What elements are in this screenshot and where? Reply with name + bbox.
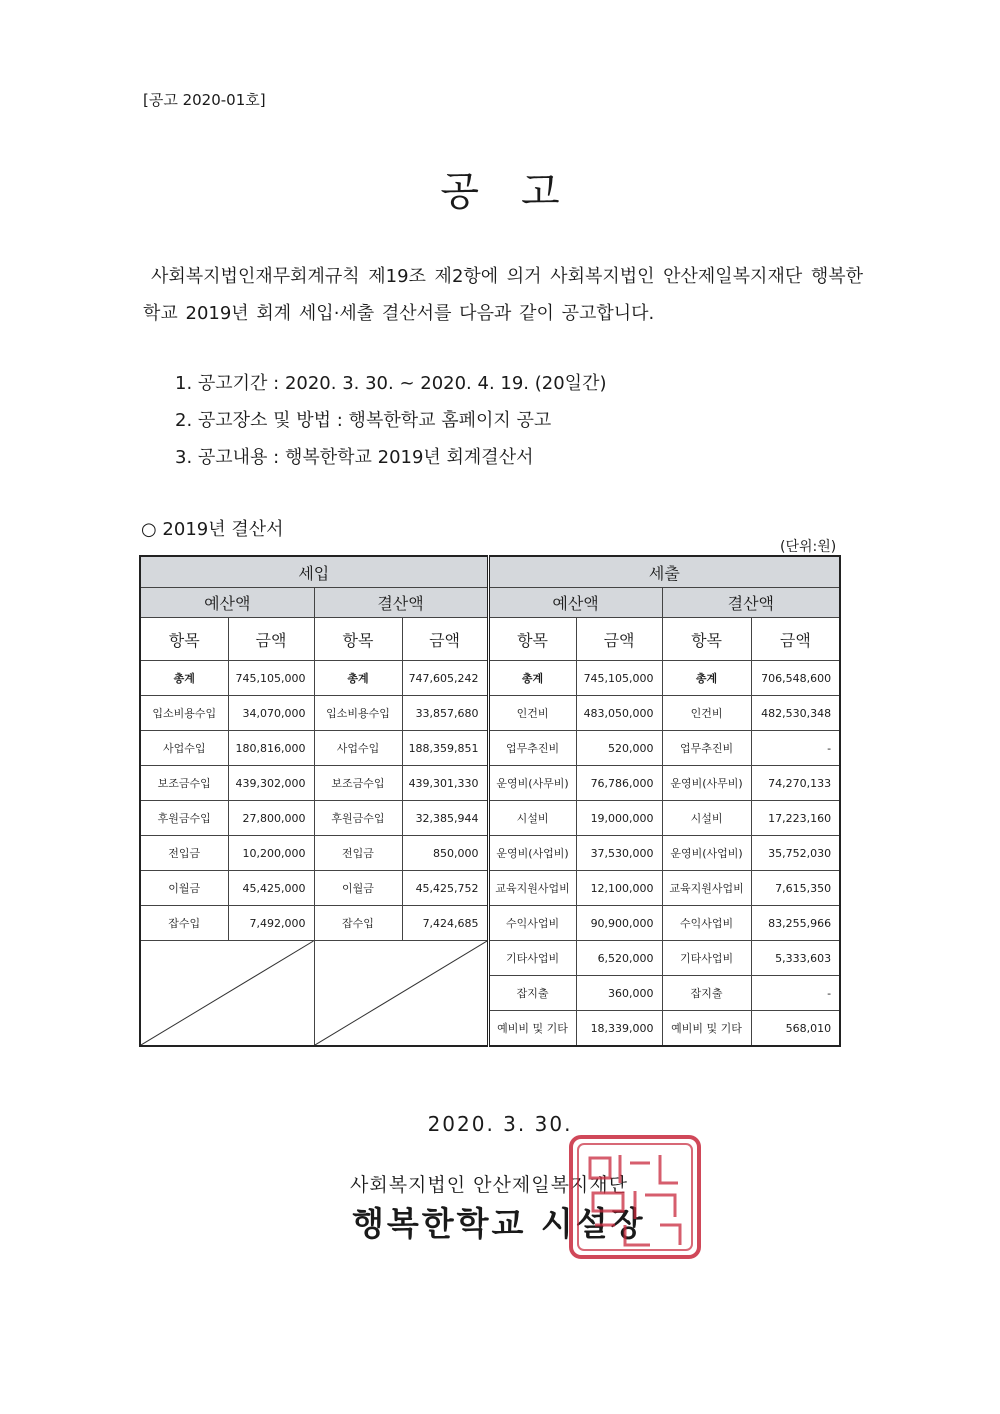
expense-settled-amount: 17,223,160 (751, 801, 840, 836)
revenue-budget-amount: 45,425,000 (228, 871, 314, 906)
revenue-budget-item: 입소비용수입 (140, 696, 228, 731)
revenue-settled-amount: 7,424,685 (402, 906, 488, 941)
table-row (140, 731, 840, 766)
expense-budget-item: 잡지출 (488, 976, 576, 1011)
table-row (140, 871, 840, 906)
revenue-budget-item: 이월금 (140, 871, 228, 906)
revenue-settled-amount: 747,605,242 (402, 661, 488, 696)
revenue-budget-amount: 745,105,000 (228, 661, 314, 696)
expense-budget-item: 운영비(사업비) (488, 836, 576, 871)
expense-settled-item: 업무추진비 (662, 731, 751, 766)
revenue-settled-item: 보조금수입 (314, 766, 402, 801)
revenue-settled-item: 잡수입 (314, 906, 402, 941)
item-column-header: 항목 (488, 618, 576, 661)
expense-budget-amount: 76,786,000 (576, 766, 662, 801)
revenue-budget-item: 보조금수입 (140, 766, 228, 801)
section-title: ○ 2019년 결산서 (141, 519, 284, 540)
expense-budget-item: 기타사업비 (488, 941, 576, 976)
expense-budget-amount: 745,105,000 (576, 661, 662, 696)
item-column-header: 항목 (140, 618, 228, 661)
notice-item-content: 3. 공고내용 : 행복한학교 2019년 회계결산서 (175, 447, 534, 468)
item-column-header: 항목 (314, 618, 402, 661)
expense-budget-amount: 12,100,000 (576, 871, 662, 906)
revenue-settled-amount: 850,000 (402, 836, 488, 871)
revenue-settled-item: 사업수입 (314, 731, 402, 766)
revenue-settled-item: 후원금수입 (314, 801, 402, 836)
revenue-settled-amount: 439,301,330 (402, 766, 488, 801)
expense-settled-item: 인건비 (662, 696, 751, 731)
notice-body: 사회복지법인재무회계규칙 제19조 제2항에 의거 사회복지법인 안산제일복지재단 행복한학교 2019년 회계 세입·세출 결산서를 다음과 같이 공고합니다. (143, 266, 863, 324)
expense-budget-item: 업무추진비 (488, 731, 576, 766)
revenue-settled-item: 전입금 (314, 836, 402, 871)
table-row (140, 801, 840, 836)
expense-settled-amount: 568,010 (751, 1011, 840, 1047)
revenue-settled-item: 총계 (314, 661, 402, 696)
revenue-budget-amount: 180,816,000 (228, 731, 314, 766)
diagonal-line (141, 941, 314, 1045)
expense-settled-item: 잡지출 (662, 976, 751, 1011)
expense-settled-item: 기타사업비 (662, 941, 751, 976)
expense-settled-header: 결산액 (662, 588, 840, 618)
revenue-settled-item: 입소비용수입 (314, 696, 402, 731)
revenue-budget-item: 잡수입 (140, 906, 228, 941)
official-seal-icon (565, 1133, 705, 1261)
expense-settled-item: 운영비(사무비) (662, 766, 751, 801)
amount-column-header: 금액 (751, 618, 840, 661)
table-row (140, 766, 840, 801)
expense-budget-item: 총계 (488, 661, 576, 696)
expense-settled-amount: 35,752,030 (751, 836, 840, 871)
expense-settled-amount: 7,615,350 (751, 871, 840, 906)
revenue-budget-item: 사업수입 (140, 731, 228, 766)
expense-budget-amount: 483,050,000 (576, 696, 662, 731)
revenue-settled-empty (314, 941, 488, 1047)
table-row (140, 941, 840, 976)
notice-item-place: 2. 공고장소 및 방법 : 행복한학교 홈페이지 공고 (175, 410, 552, 431)
settlement-table (139, 555, 841, 1047)
expense-budget-amount: 90,900,000 (576, 906, 662, 941)
revenue-budget-amount: 10,200,000 (228, 836, 314, 871)
revenue-header: 세입 (140, 556, 488, 588)
expense-settled-amount: 83,255,966 (751, 906, 840, 941)
expense-budget-amount: 37,530,000 (576, 836, 662, 871)
expense-budget-amount: 360,000 (576, 976, 662, 1011)
expense-budget-item: 인건비 (488, 696, 576, 731)
revenue-budget-header: 예산액 (140, 588, 314, 618)
table-row (140, 836, 840, 871)
expense-settled-amount: 5,333,603 (751, 941, 840, 976)
expense-settled-item: 시설비 (662, 801, 751, 836)
expense-settled-item: 운영비(사업비) (662, 836, 751, 871)
revenue-budget-item: 전입금 (140, 836, 228, 871)
expense-settled-item: 교육지원사업비 (662, 871, 751, 906)
expense-budget-amount: 18,339,000 (576, 1011, 662, 1047)
expense-budget-header: 예산액 (488, 588, 662, 618)
expense-budget-amount: 6,520,000 (576, 941, 662, 976)
expense-settled-item: 수익사업비 (662, 906, 751, 941)
expense-budget-item: 시설비 (488, 801, 576, 836)
expense-budget-amount: 19,000,000 (576, 801, 662, 836)
table-row (140, 696, 840, 731)
revenue-budget-amount: 439,302,000 (228, 766, 314, 801)
facility-head: 행복한학교 시설장 (352, 1204, 646, 1243)
amount-column-header: 금액 (228, 618, 314, 661)
document-title: 공고 (440, 169, 602, 215)
expense-settled-amount: - (751, 976, 840, 1011)
revenue-budget-item: 후원금수입 (140, 801, 228, 836)
expense-settled-item: 예비비 및 기타 (662, 1011, 751, 1047)
expense-budget-item: 교육지원사업비 (488, 871, 576, 906)
amount-column-header: 금액 (402, 618, 488, 661)
notice-date: 2020. 3. 30. (427, 1112, 573, 1136)
expense-budget-amount: 520,000 (576, 731, 662, 766)
item-column-header: 항목 (662, 618, 751, 661)
revenue-budget-amount: 27,800,000 (228, 801, 314, 836)
revenue-settled-item: 이월금 (314, 871, 402, 906)
expense-budget-item: 수익사업비 (488, 906, 576, 941)
revenue-budget-amount: 34,070,000 (228, 696, 314, 731)
notice-number: [공고 2020-01호] (143, 91, 266, 109)
table-row (140, 906, 840, 941)
expense-settled-item: 총계 (662, 661, 751, 696)
organization-name: 사회복지법인 안산제일복지재단 (350, 1174, 628, 1196)
revenue-settled-amount: 45,425,752 (402, 871, 488, 906)
expense-budget-item: 운영비(사무비) (488, 766, 576, 801)
table-row (140, 661, 840, 696)
revenue-settled-amount: 33,857,680 (402, 696, 488, 731)
revenue-settled-amount: 32,385,944 (402, 801, 488, 836)
expense-settled-amount: 706,548,600 (751, 661, 840, 696)
notice-items (175, 365, 606, 476)
expense-settled-amount: 482,530,348 (751, 696, 840, 731)
amount-column-header: 금액 (576, 618, 662, 661)
revenue-settled-amount: 188,359,851 (402, 731, 488, 766)
expense-settled-amount: - (751, 731, 840, 766)
diagonal-line (315, 941, 487, 1045)
expense-settled-amount: 74,270,133 (751, 766, 840, 801)
revenue-budget-amount: 7,492,000 (228, 906, 314, 941)
revenue-settled-header: 결산액 (314, 588, 488, 618)
revenue-budget-empty (140, 941, 314, 1047)
revenue-budget-item: 총계 (140, 661, 228, 696)
unit-label: (단위:원) (780, 539, 837, 555)
notice-item-period: 1. 공고기간 : 2020. 3. 30. ~ 2020. 4. 19. (20일간) (175, 373, 607, 394)
expense-header: 세출 (488, 556, 840, 588)
expense-budget-item: 예비비 및 기타 (488, 1011, 576, 1047)
